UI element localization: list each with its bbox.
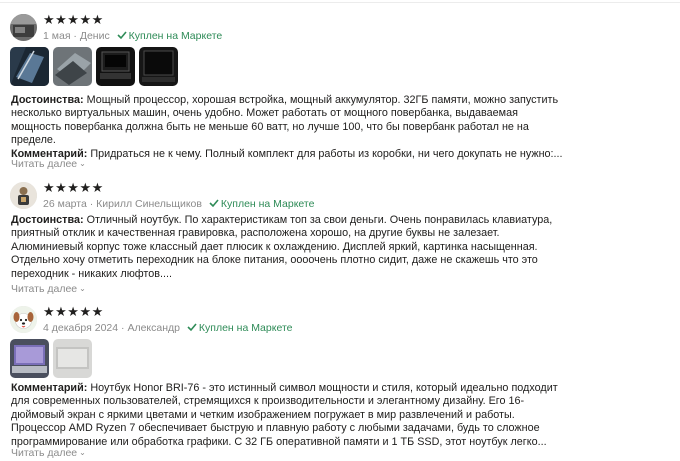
review-photo[interactable]	[53, 47, 92, 86]
verified-check-icon	[209, 198, 219, 208]
user-photo-icon	[10, 182, 37, 209]
review-date: 26 марта	[43, 198, 87, 210]
rating-stars: ★★★★★	[43, 180, 104, 195]
review-photos	[10, 339, 92, 378]
review-date: 4 декабря 2024	[43, 322, 119, 334]
review-text	[11, 382, 671, 449]
comment-label: Комментарий:	[11, 147, 88, 160]
comment-line	[11, 382, 671, 395]
pros-line: Алюминиевый корпус тоже классный дает плюсик к охлаждению. Дисплей яркий, картинка насыщенная.	[11, 240, 538, 253]
rating-stars: ★★★★★	[43, 304, 104, 319]
pros-text: Отличный ноутбук. По характеристикам топ за свои деньги. Очень понравилась клавиатура,	[86, 214, 553, 226]
review-author: Кирилл Синельщиков	[96, 198, 202, 210]
read-more-link[interactable]	[11, 446, 86, 460]
comment-line	[11, 148, 671, 161]
review-meta: 1 мая · Денис Куплен на Маркете	[43, 30, 223, 42]
review-text	[11, 94, 671, 161]
bought-badge[interactable]: Куплен на Маркете	[128, 30, 223, 42]
review-photo[interactable]	[139, 47, 178, 86]
comment-text: Придраться не к чему. Полный комплект для работы из коробки, ни чего докупать не нужно:...	[90, 147, 563, 160]
review-photo[interactable]	[10, 339, 49, 378]
avatar[interactable]	[10, 14, 37, 41]
comment-text: Ноутбук Honor BRI-76 - это истинный символ мощности и стиля, который идеально подходит	[90, 382, 558, 394]
chevron-down-icon: ⌄	[79, 284, 86, 293]
bought-badge[interactable]: Куплен на Маркете	[198, 322, 293, 334]
pros-line	[11, 94, 671, 107]
avatar[interactable]	[10, 182, 37, 209]
review-meta: 26 марта · Кирилл Синельщиков Куплен на Маркете	[43, 198, 315, 210]
laptop-photo-icon	[96, 47, 135, 86]
pros-line: приятный отклик и качественная гравировка, расположена хорошо, на другие буквы не залезает.	[11, 227, 500, 240]
comment-label: Комментарий:	[11, 382, 88, 394]
rating-stars: ★★★★★	[43, 12, 104, 27]
review-author: Денис	[79, 30, 110, 42]
pros-label: Достоинства:	[11, 94, 84, 106]
dog-avatar-icon	[10, 306, 37, 333]
review-author: Александр	[127, 322, 180, 334]
comment-line: для современных пользователей, стремящихся к производительности и элегантному дизайну. Его 16-	[11, 395, 525, 408]
avatar[interactable]	[10, 306, 37, 333]
verified-check-icon	[187, 322, 197, 332]
laptop-photo-icon	[10, 339, 49, 378]
read-more-label: Читать далее	[11, 283, 78, 295]
pros-line: пределе.	[11, 134, 56, 147]
pros-text: Мощный процессор, хорошая встройка, мощный аккумулятор. 32ГБ памяти, можно запустить	[86, 94, 559, 106]
pros-line: Отдельно хочу отметить переходник на блоке питания, оооочень плотно сидит, даже не скажешь что это	[11, 254, 538, 267]
pros-line	[11, 214, 671, 227]
comment-line: программирование или обработка графики. С 32 ГБ оперативной памяти и 1 ТБ SSD, этот ноутбук легко...	[11, 435, 547, 448]
read-more-link[interactable]	[11, 282, 86, 296]
laptop-photo-icon	[139, 47, 178, 86]
read-more-label: Читать далее	[11, 158, 78, 170]
read-more-label: Читать далее	[11, 447, 78, 459]
laptop-photo-icon	[10, 47, 49, 86]
review-photo[interactable]	[53, 339, 92, 378]
pros-line: переходник - никаких люфтов....	[11, 267, 172, 280]
verified-check-icon	[117, 30, 127, 40]
chevron-down-icon: ⌄	[79, 448, 86, 457]
comment-line: дюймовый экран с яркими цветами и четким изображением погружает в мир развлечений и работы.	[11, 408, 515, 421]
review-photo[interactable]	[96, 47, 135, 86]
laptop-photo-icon	[53, 339, 92, 378]
chevron-down-icon: ⌄	[79, 159, 86, 168]
pros-line: мощность повербанка должна быть не меньше 60 ватт, но лучше 100, что бы повербанк работал не на	[11, 120, 529, 133]
review-date: 1 мая	[43, 30, 71, 42]
pros-label: Достоинства:	[11, 214, 84, 226]
read-more-link[interactable]	[11, 157, 86, 171]
comment-line: Процессор AMD Ryzen 7 обеспечивает быструю и плавную работу с любыми задачами, будь то сложное	[11, 422, 540, 435]
user-photo-icon	[10, 14, 37, 41]
bought-badge[interactable]: Куплен на Маркете	[220, 198, 315, 210]
review-meta: 4 декабря 2024 · Александр Куплен на Маркете	[43, 322, 293, 334]
review-photo[interactable]	[10, 47, 49, 86]
review-photos	[10, 47, 178, 86]
laptop-photo-icon	[53, 47, 92, 86]
top-divider	[0, 2, 680, 3]
pros-line: несколько виртуальных машин, очень удобно. Может работать от мощного повербанка, выдаваемая	[11, 107, 518, 120]
review-text	[11, 214, 671, 281]
